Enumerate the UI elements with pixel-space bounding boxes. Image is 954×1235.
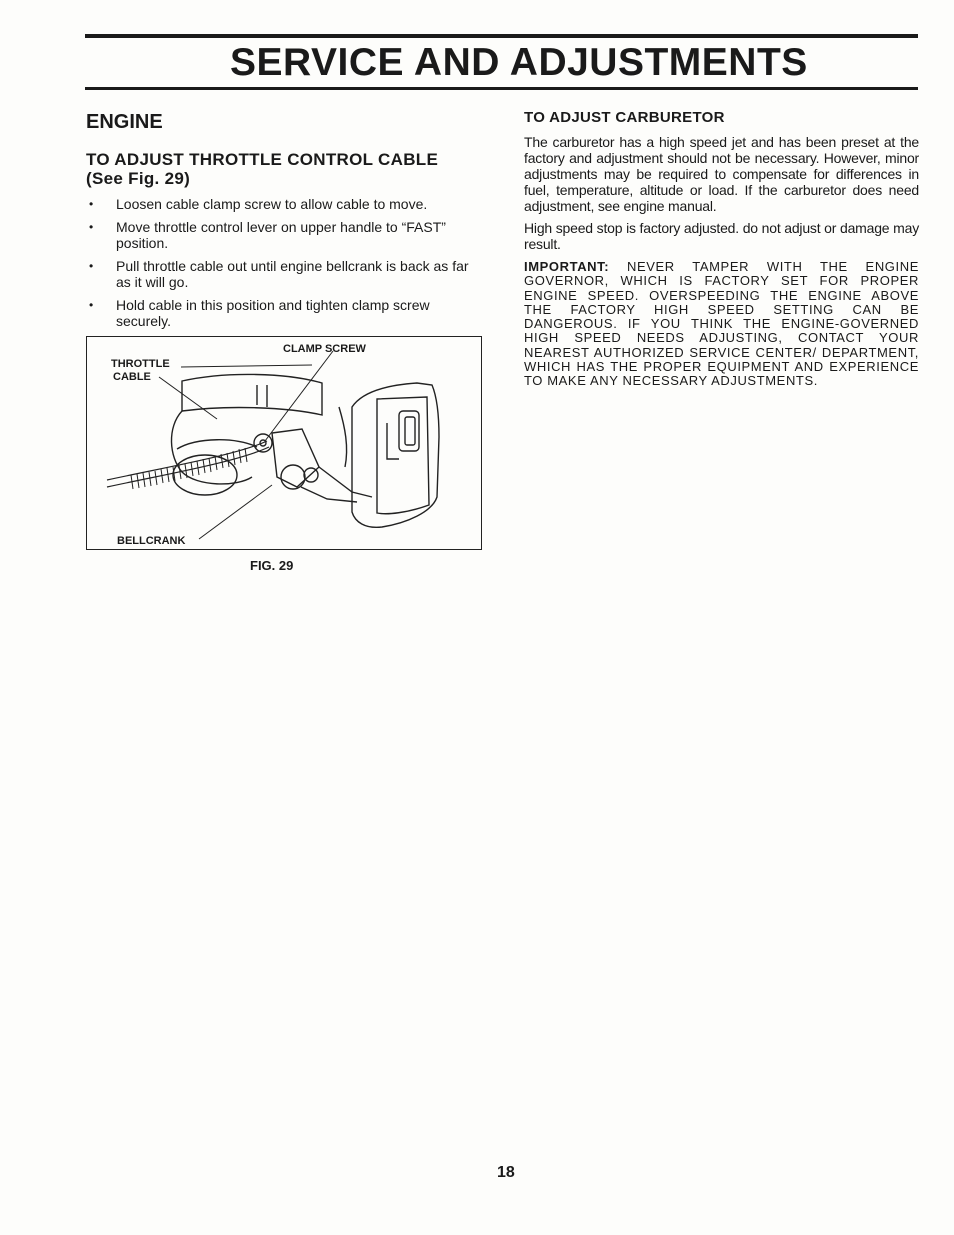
- throttle-steps-list: [86, 196, 484, 329]
- list-item: [86, 297, 484, 329]
- throttle-heading-line1: TO ADJUST THROTTLE CONTROL CABLE: [86, 150, 439, 169]
- page-number: 18: [497, 1164, 515, 1181]
- section-heading-engine: ENGINE: [86, 111, 163, 133]
- important-notice: [524, 260, 919, 389]
- header-rule-top: [85, 34, 918, 38]
- left-column: [86, 108, 484, 573]
- step-text: Move throttle control lever on upper handle to “FAST” position.: [116, 219, 446, 251]
- step-text: Hold cable in this position and tighten clamp screw securely.: [116, 297, 430, 329]
- carburetor-heading: TO ADJUST CARBURETOR: [524, 109, 725, 126]
- callout-throttle: THROTTLE: [111, 358, 170, 370]
- bullet-icon: •: [89, 220, 94, 234]
- list-item: [86, 196, 484, 212]
- important-text: NEVER TAMPER WITH THE ENGINE GOVERNOR, WHICH IS FACTORY SET FOR PROPER ENGINE SPEED. OVERSPEEDING THE ENGINE ABOVE THE FACTORY HIGH SPEED SETTING CAN BE DANGEROUS. IF YOU THINK THE ENGINE-GOVERNED HIGH SPEED NEEDS ADJUSTING, CONTACT YOUR NEAREST AUTHORIZED SERVICE CENTER/ DEPARTMENT, WHICH HAS THE PROPER EQUIPMENT AND EXPERIENCE TO MAKE ANY NECESSARY ADJUSTMENTS.: [524, 259, 919, 389]
- carburetor-paragraph-2: High speed stop is factory adjusted. do not adjust or damage may result.: [524, 220, 919, 252]
- callout-cable: CABLE: [113, 371, 151, 383]
- header-rule-bottom: [85, 87, 918, 90]
- throttle-cable-heading: [86, 150, 484, 188]
- list-item: [86, 219, 484, 251]
- bullet-icon: •: [89, 298, 94, 312]
- figure-caption: FIG. 29: [250, 558, 294, 573]
- page-title: SERVICE AND ADJUSTMENTS: [230, 41, 808, 84]
- list-item: [86, 258, 484, 290]
- right-column: [524, 108, 919, 389]
- carburetor-paragraph-1: The carburetor has a high speed jet and has been preset at the factory and adjustment should not be necessary. However, minor adjustments may be required to compensate for differences in fuel, temperature, altitude or load. If the carburetor does need adjustment, see engine manual.: [524, 134, 919, 214]
- bullet-icon: •: [89, 197, 94, 211]
- throttle-heading-line2: (See Fig. 29): [86, 169, 191, 188]
- callout-clamp-screw: CLAMP SCREW: [283, 343, 366, 355]
- callout-bellcrank: BELLCRANK: [117, 535, 186, 547]
- figure-29: [86, 336, 482, 550]
- step-text: Pull throttle cable out until engine bellcrank is back as far as it will go.: [116, 258, 469, 290]
- bullet-icon: •: [89, 259, 94, 273]
- step-text: Loosen cable clamp screw to allow cable to move.: [116, 196, 428, 212]
- important-label: IMPORTANT:: [524, 259, 610, 274]
